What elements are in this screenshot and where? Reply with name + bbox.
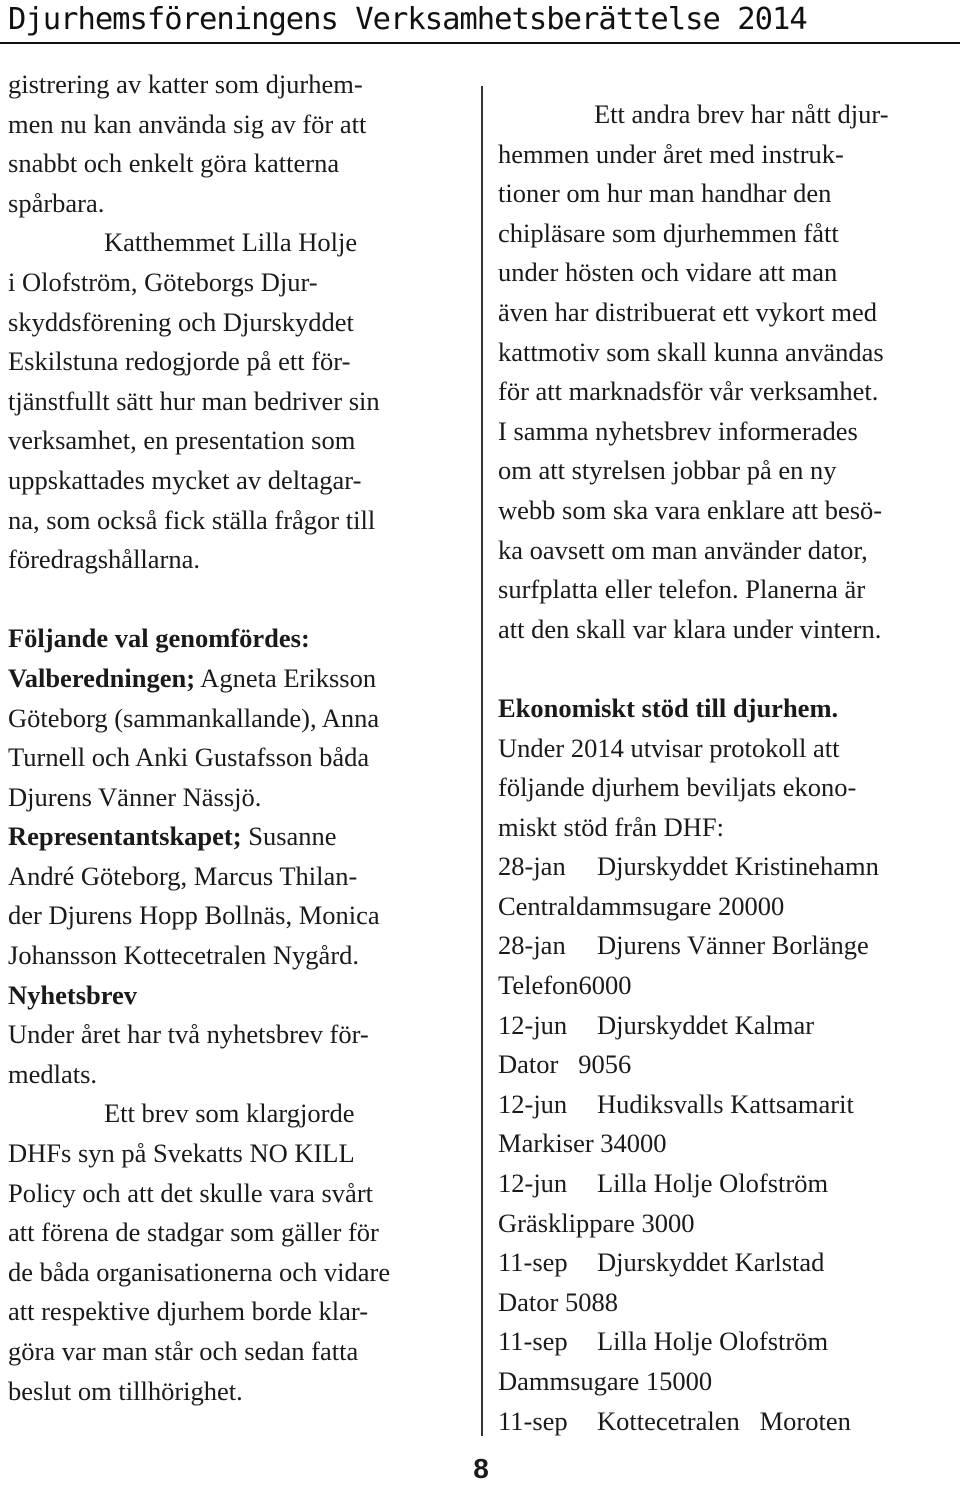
text-line: surfplatta eller telefon. Planerna är [498,574,866,605]
text-line: chipläsare som djurhemmen fått [498,217,839,248]
grant-header [498,926,960,966]
text-line: der Djurens Hopp Bollnäs, Monica [8,900,380,931]
text-line: hemmen under året med instruk- [498,138,844,169]
grant-item: Dammsugare 15000 [498,1366,713,1396]
grant-entry [498,1006,960,1085]
text-line: att respektive djurhem borde klar- [8,1296,369,1327]
text-line: de båda organisationerna och vidare [8,1256,391,1287]
elections-heading: Följande val genomfördes: [8,623,310,654]
grant-header [498,1322,960,1362]
text-line: uppskattades mycket av deltagar- [8,464,362,495]
text-line: na, som också fick ställa frågor till [8,504,376,535]
text-line: att den skall var klara under vintern. [498,613,882,644]
text-line: spårbara. [8,187,105,218]
grant-entry [498,1164,960,1243]
text-line: Ett brev som klargjorde [104,1098,355,1129]
grant-recipient: Kottecetralen Moroten [597,1405,851,1436]
text-line: Djurens Vänner Nässjö. [8,781,262,812]
text-line: verksamhet, en presentation som [8,425,356,456]
text-line: men nu kan använda sig av för att [8,108,367,139]
text-line: miskt stöd från DHF: [498,811,724,842]
text-line: i Olofström, Göteborgs Djur- [8,266,318,297]
grant-header [498,1243,960,1283]
valberedningen-label: Valberedningen; [8,662,196,693]
text-line: Ett andra brev har nått djur- [594,99,889,129]
grant-list [498,847,960,1441]
grant-header [498,847,960,887]
grant-recipient: Djurens Vänner Borlänge [597,930,869,961]
text-line: Turnell och Anki Gustafsson båda [8,742,370,773]
text-line: Representantskapet; Susanne [8,821,337,852]
text-line: tjänstfullt sätt hur man bedriver sin [8,385,380,416]
text-line: kattmotiv som skall kunna användas [498,336,884,367]
right-column [498,95,960,1441]
grant-entry [498,1402,960,1442]
grant-date: 12-jun [498,1088,568,1119]
grant-date: 12-jun [498,1009,568,1040]
text-line: föredragshållarna. [8,544,201,575]
grant-entry [498,1085,960,1164]
text-line: Valberedningen; Agneta Eriksson [8,662,377,693]
grant-entry [498,1243,960,1322]
grant-date: 28-jan [498,851,566,882]
text-line: göra var man står och sedan fatta [8,1336,359,1366]
text-line: Eskilstuna redogjorde på ett för- [8,346,351,377]
text-line: Johansson Kottecetralen Nygård. [8,940,360,971]
grant-date: 11-sep [498,1405,568,1436]
support-heading: Ekonomiskt stöd till djurhem. [498,692,839,723]
grant-item: Telefon6000 [498,970,632,1001]
grant-recipient: Djurskyddet Kristinehamn [597,851,879,882]
grant-item: Dator 9056 [498,1049,632,1080]
grant-item: Centraldammsugare 20000 [498,890,785,921]
grant-recipient: Hudiksvalls Kattsamarit [597,1088,854,1119]
text-line: även har distribuerat ett vykort med [498,296,877,327]
grant-entry [498,1322,960,1401]
grant-item: Dator 5088 [498,1286,618,1317]
column-divider [481,86,483,1436]
grant-header [498,1164,960,1204]
text-line: DHFs syn på Svekatts NO KILL [8,1138,355,1169]
text-line: Under året har två nyhetsbrev för- [8,1019,369,1050]
title-underline [0,42,960,44]
text-line: medlats. [8,1058,98,1089]
grant-date: 11-sep [498,1247,568,1278]
text-line: för att marknadsför vår verksamhet. [498,376,879,407]
text-line: webb som ska vara enklare att besö- [498,494,883,525]
text-line: André Göteborg, Marcus Thilan- [8,860,358,891]
text-line: tioner om hur man handhar den [498,178,832,209]
text-line: snabbt och enkelt göra katterna [8,148,340,179]
text-line: skyddsförening och Djurskyddet [8,306,354,337]
grant-date: 11-sep [498,1326,568,1357]
text-line: Katthemmet Lilla Holje [104,227,358,258]
text-line: att förena de stadgar som gäller för [8,1217,379,1248]
grant-date: 28-jan [498,930,566,961]
nyhetsbrev-heading: Nyhetsbrev [8,979,138,1010]
grant-recipient: Lilla Holje Olofström [597,1168,829,1199]
page-number: 8 [473,1453,489,1484]
grant-recipient: Djurskyddet Karlstad [597,1247,825,1278]
text-line: Policy och att det skulle vara svårt [8,1177,374,1208]
page-title: Djurhemsföreningens Verksamhetsberättelse 2014 [8,2,807,37]
grant-header [498,1006,960,1046]
grant-item: Gräsklippare 3000 [498,1207,695,1238]
text-line: I samma nyhetsbrev informerades [498,415,858,446]
text-line: under hösten och vidare att man [498,257,838,288]
left-column [8,65,473,1411]
grant-entry [498,926,960,1005]
text-line: om att styrelsen jobbar på en ny [498,455,837,486]
grant-recipient: Djurskyddet Kalmar [597,1009,815,1040]
text-line: gistrering av katter som djurhem- [8,69,363,99]
grant-recipient: Lilla Holje Olofström [597,1326,829,1357]
grant-header [498,1402,960,1442]
text-line: ka oavsett om man använder dator, [498,534,868,565]
grant-entry [498,847,960,926]
representantskapet-label: Representantskapet; [8,821,242,852]
grant-item: Markiser 34000 [498,1128,667,1159]
text-line: följande djurhem beviljats ekono- [498,772,857,803]
text-line: Göteborg (sammankallande), Anna [8,702,380,733]
grant-date: 12-jun [498,1168,568,1199]
grant-header [498,1085,960,1125]
text-line: Under 2014 utvisar protokoll att [498,732,840,763]
text-line: beslut om tillhörighet. [8,1375,243,1406]
